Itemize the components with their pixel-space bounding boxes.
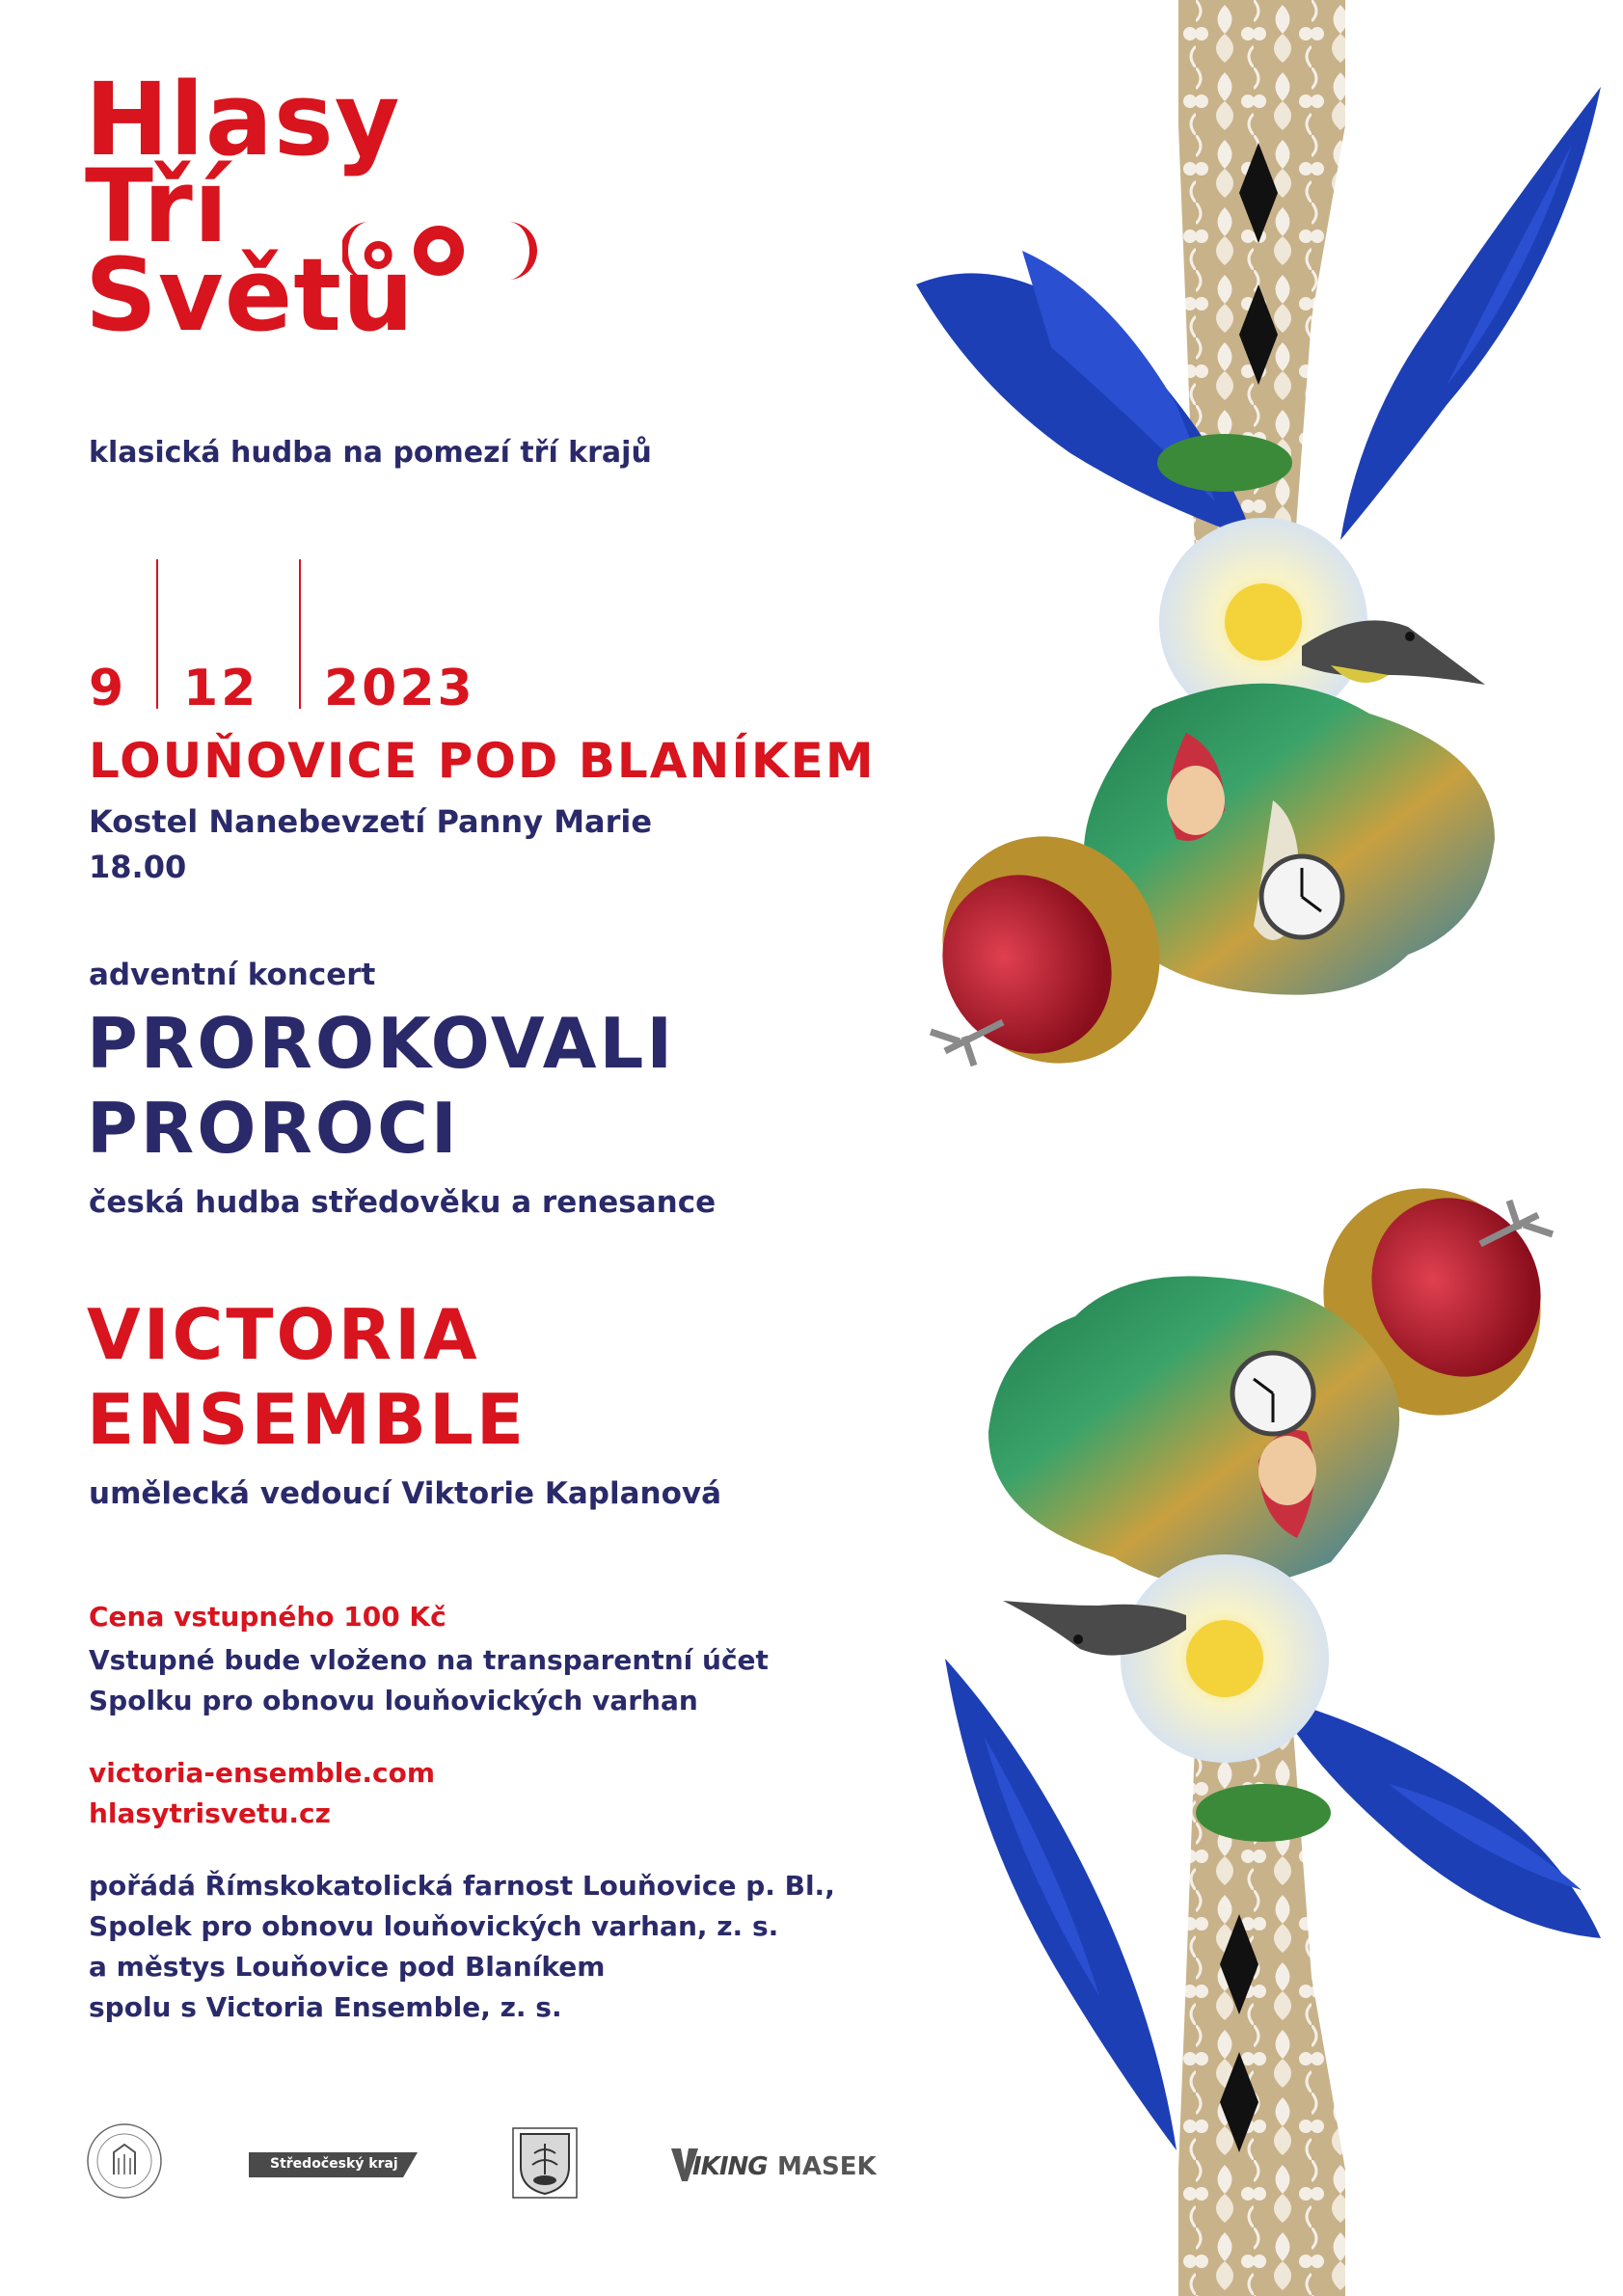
coat-of-arms-logo: [511, 2126, 579, 2200]
concert-name-line1: PROROKOVALI: [87, 1003, 676, 1084]
admission-price: Cena vstupného 100 Kč: [89, 1601, 446, 1633]
event-venue: Kostel Nanebevzetí Panny Marie: [89, 803, 653, 840]
organizers-line1: pořádá Římskokatolická farnost Louňovice p. Bl.,: [89, 1870, 835, 1902]
region-logo-label: Středočeský kraj: [270, 2156, 398, 2172]
date-divider-2: [299, 559, 301, 709]
event-place: LOUŇOVICE POD BLANÍKEM: [89, 733, 876, 789]
ensemble-leader: umělecká vedoucí Viktorie Kaplanová: [89, 1476, 722, 1511]
festival-title-line2: Tří: [85, 148, 230, 265]
link-victoria-ensemble[interactable]: victoria-ensemble.com: [89, 1757, 436, 1789]
sponsor-logo-part1: IKING: [692, 2152, 768, 2181]
collage-artwork: [906, 0, 1623, 2296]
sponsor-logo-part2: MASEK: [777, 2152, 877, 2181]
organizers-line4: spolu s Victoria Ensemble, z. s.: [89, 1991, 562, 2023]
link-hlasytrisvetu[interactable]: hlasytrisvetu.cz: [89, 1797, 331, 1829]
festival-title-line3: Světů: [85, 236, 415, 354]
ensemble-name-line1: VICTORIA: [87, 1294, 480, 1375]
admission-note-line2: Spolku pro obnovu louňovických varhan: [89, 1685, 698, 1716]
concert-description: česká hudba středověku a renesance: [89, 1185, 717, 1220]
organizers-line3: a městys Louňovice pod Blaníkem: [89, 1951, 606, 1983]
ensemble-name-line2: ENSEMBLE: [87, 1379, 527, 1460]
admission-note-line1: Vstupné bude vloženo na transparentní účet: [89, 1644, 769, 1676]
organizers-line2: Spolek pro obnovu louňovických varhan, z. s.: [89, 1910, 779, 1942]
festival-title-line1: Hlasy: [85, 61, 401, 178]
festival-subtitle: klasická hudba na pomezí tří krajů: [89, 436, 652, 470]
date-divider-1: [156, 559, 158, 709]
concert-name-line2: PROROCI: [87, 1088, 460, 1169]
date-month: 12: [183, 660, 259, 717]
region-logo: [249, 2150, 418, 2179]
date-year: 2023: [324, 660, 475, 717]
date-day: 9: [89, 660, 127, 717]
seal-logo: [85, 2121, 164, 2201]
concert-type: adventní koncert: [89, 958, 376, 992]
event-time: 18.00: [89, 849, 187, 885]
